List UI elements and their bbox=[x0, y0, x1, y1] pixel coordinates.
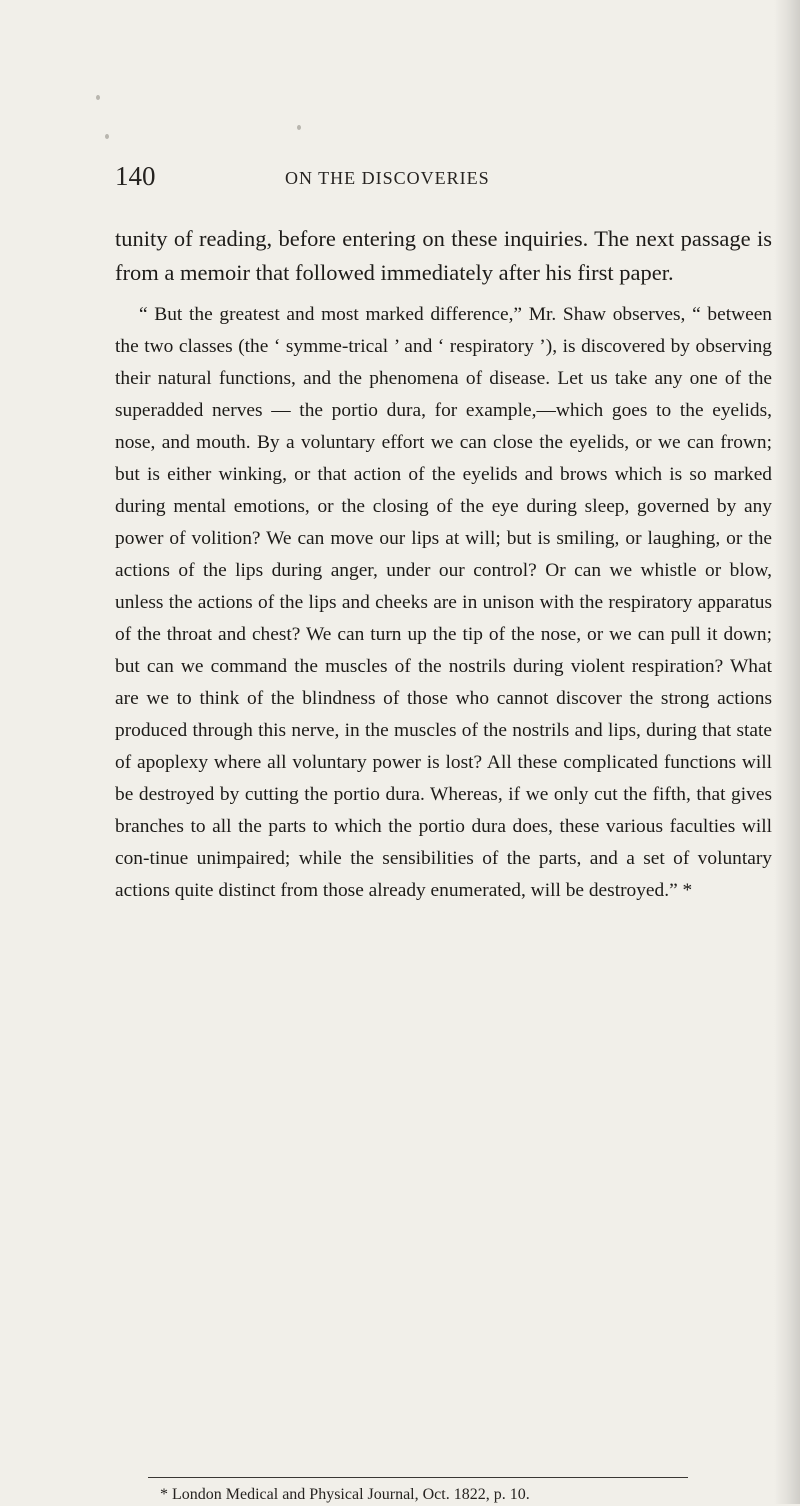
page-edge-shadow bbox=[774, 0, 800, 1504]
ink-speck bbox=[105, 134, 109, 139]
page-number: 140 bbox=[115, 161, 156, 191]
page-header bbox=[0, 160, 800, 200]
intro-paragraph: tunity of reading, before entering on these inquiries. The next passage is from a memoir that followed immediately after his first paper. bbox=[115, 226, 772, 285]
ink-speck bbox=[297, 125, 301, 130]
footnote-rule bbox=[148, 1477, 688, 1478]
body-text bbox=[115, 222, 772, 907]
ink-speck bbox=[96, 95, 100, 100]
running-head: ON THE DISCOVERIES bbox=[285, 168, 490, 188]
footnote: * London Medical and Physical Journal, Oct. 1822, p. 10. bbox=[160, 1486, 530, 1503]
quoted-passage: “ But the greatest and most marked difference,” Mr. Shaw observes, “ between the two classes (the ‘ symme-trical ’ and ‘ respiratory ’), is discovered by observing their natural functions, and the phenomena of disease. Let us take any one of the superadded nerves — the portio dura, for example,—which goes to the eyelids, nose, and mouth. By a voluntary effort we can close the eyelids, or we can frown; but is either winking, or that action of the eyelids and brows which is so marked during mental emotions, or the closing of the eye during sleep, governed by any power of volition? We can move our lips at will; but is smiling, or laughing, or the actions of the lips during anger, under our control? Or can we whistle or blow, unless the actions of the lips and cheeks are in unison with the respiratory apparatus of the throat and chest? We can turn up the tip of the nose, or we can pull it down; but can we command the muscles of the nostrils during violent respiration? What are we to think of the blindness of those who cannot discover the strong actions produced through this nerve, in the muscles of the nostrils and lips, during that state of apoplexy where all voluntary power is lost? All these complicated functions will be destroyed by cutting the portio dura. Whereas, if we only cut the fifth, that gives branches to all the parts to which the portio dura does, these various faculties will con-tinue unimpaired; while the sensibilities of the parts, and a set of voluntary actions quite distinct from those already enumerated, will be destroyed.” * bbox=[115, 304, 772, 901]
